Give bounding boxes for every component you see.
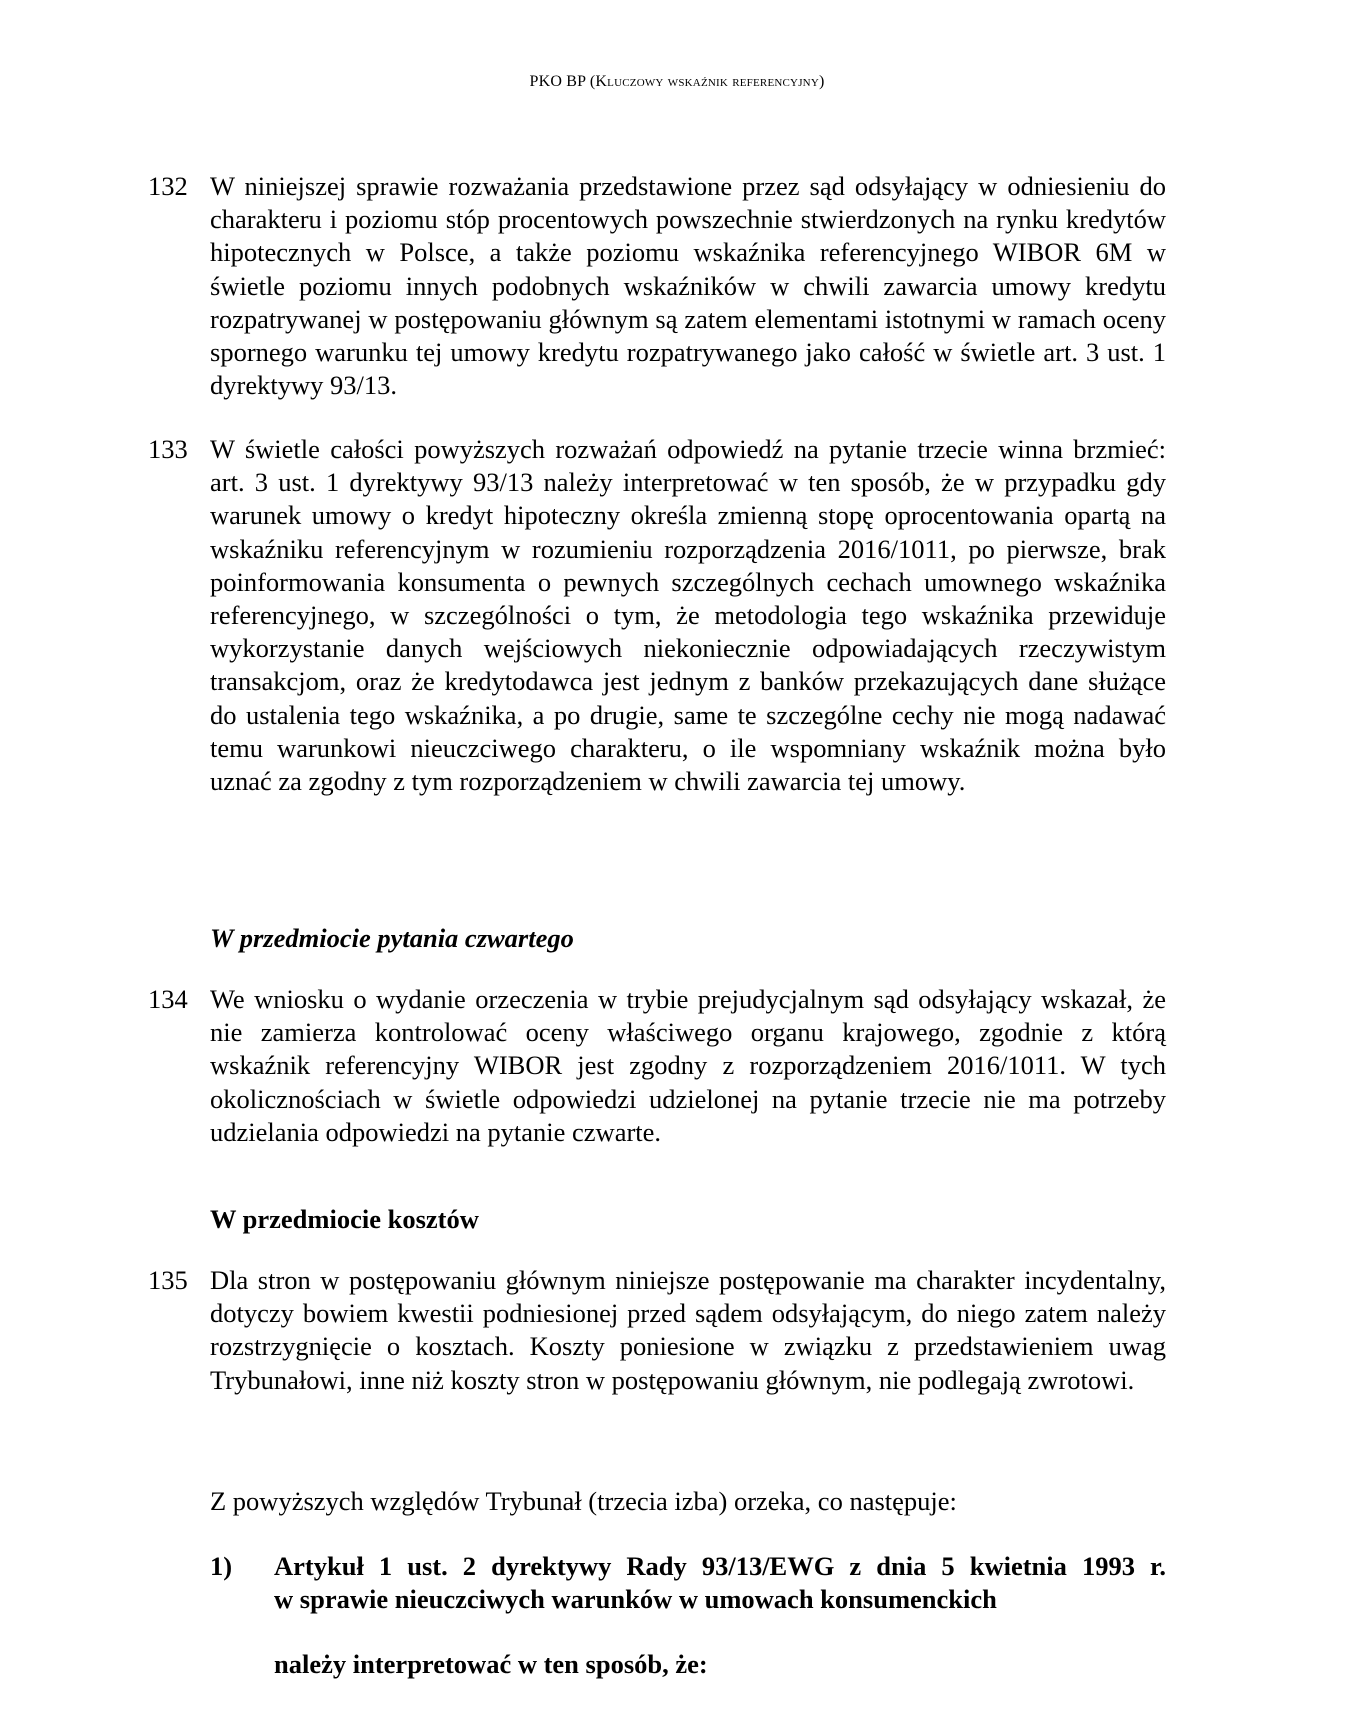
ruling-item-1 xyxy=(210,1550,1166,1616)
ruling-intro: Z powyższych względów Trybunał (trzecia izba) orzeka, co następuje: xyxy=(210,1486,957,1516)
running-header xyxy=(0,73,1354,91)
paragraph-text: We wniosku o wydanie orzeczenia w trybie prejudycjalnym sąd odsyłający wskazał, że nie zamierza kontrolować oceny właściwego organu krajowego, zgodnie z którą wskaźnik referencyjny WIBOR jest zgodny z rozporządzeniem 2016/1011. W tych okolicznościach w świetle odpowiedzi udzielonej na pytanie trzecie nie ma potrzeby udzielania odpowiedzi na pytanie czwarte. xyxy=(210,984,1166,1147)
paragraph-text: Dla stron w postępowaniu głównym niniejsze postępowanie ma charakter incydentalny, dotyczy bowiem kwestii podniesionej przed sądem odsyłającym, do niego zatem należy rozstrzygnięcie o kosztach. Koszty poniesione w związku z przedstawieniem uwag Trybunałowi, inne niż koszty stron w postępowaniu głównym, nie podlegają zwrotowi. xyxy=(210,1265,1166,1395)
ruling-item-number: 1) xyxy=(210,1551,233,1581)
header-prefix: PKO BP ( xyxy=(529,73,596,90)
section-heading-costs: W przedmiocie kosztów xyxy=(210,1204,479,1234)
paragraph-text: W niniejszej sprawie rozważania przedstawione przez sąd odsyłający w odniesieniu do charakteru i poziomu stóp procentowych powszechnie stwierdzonych na rynku kredytów hipotecznych w Polsce, a także poziomu wskaźnika referencyjnego WIBOR 6M w świetle poziomu innych podobnych wskaźników w chwili zawarcia umowy kredytu rozpatrywanej w postępowaniu głównym są zatem elementami istotnymi w ramach oceny spornego warunku tej umowy kredytu rozpatrywanego jako całość w świetle art. 3 ust. 1 dyrektywy 93/13. xyxy=(210,171,1166,401)
paragraph-number: 134 xyxy=(148,984,188,1014)
paragraph-132 xyxy=(148,170,1166,402)
paragraph-number: 132 xyxy=(148,171,188,201)
paragraph-text: W świetle całości powyższych rozważań odpowiedź na pytanie trzecie winna brzmieć: art. 3 ust. 1 dyrektywy 93/13 należy interpretować w ten sposób, że w przypadku gdy warunek umowy o kredyt hipoteczny określa zmienną stopę oprocentowania opartą na wskaźniku referencyjnym w rozumieniu rozporządzenia 2016/1011, po pierwsze, brak poinformowania konsumenta o pewnych szczególnych cechach umownego wskaźnika referencyjnego, w szczególności o tym, że metodologia tego wskaźnika przewiduje wykorzystanie danych wejściowych niekoniecznie odpowiadających rzeczywistym transakcjom, oraz że kredytodawca jest jednym z banków przekazujących dane służące do ustalenia tego wskaźnika, a po drugie, same te szczególne cechy nie mogą nadawać temu warunkowi nieuczciwego charakteru, o ile wspomniany wskaźnik można było uznać za zgodny z tym rozporządzeniem w chwili zawarcia tej umowy. xyxy=(210,434,1166,797)
section-heading-fourth-question: W przedmiocie pytania czwartego xyxy=(210,923,574,953)
paragraph-133 xyxy=(148,433,1166,798)
ruling-item-follow: należy interpretować w ten sposób, że: xyxy=(274,1649,708,1679)
ruling-item-line1: Artykuł 1 ust. 2 dyrektywy Rady 93/13/EWG z dnia 5 kwietnia 1993 r. xyxy=(274,1551,1166,1581)
ruling-item-line2: w sprawie nieuczciwych warunków w umowach konsumenckich xyxy=(274,1584,997,1614)
paragraph-134 xyxy=(148,983,1166,1149)
paragraph-135 xyxy=(148,1264,1166,1397)
paragraph-number: 133 xyxy=(148,434,188,464)
header-suffix: ) xyxy=(818,73,825,90)
header-smallcaps: Kluczowy wskaźnik referencyjny xyxy=(595,73,819,90)
paragraph-number: 135 xyxy=(148,1265,188,1295)
